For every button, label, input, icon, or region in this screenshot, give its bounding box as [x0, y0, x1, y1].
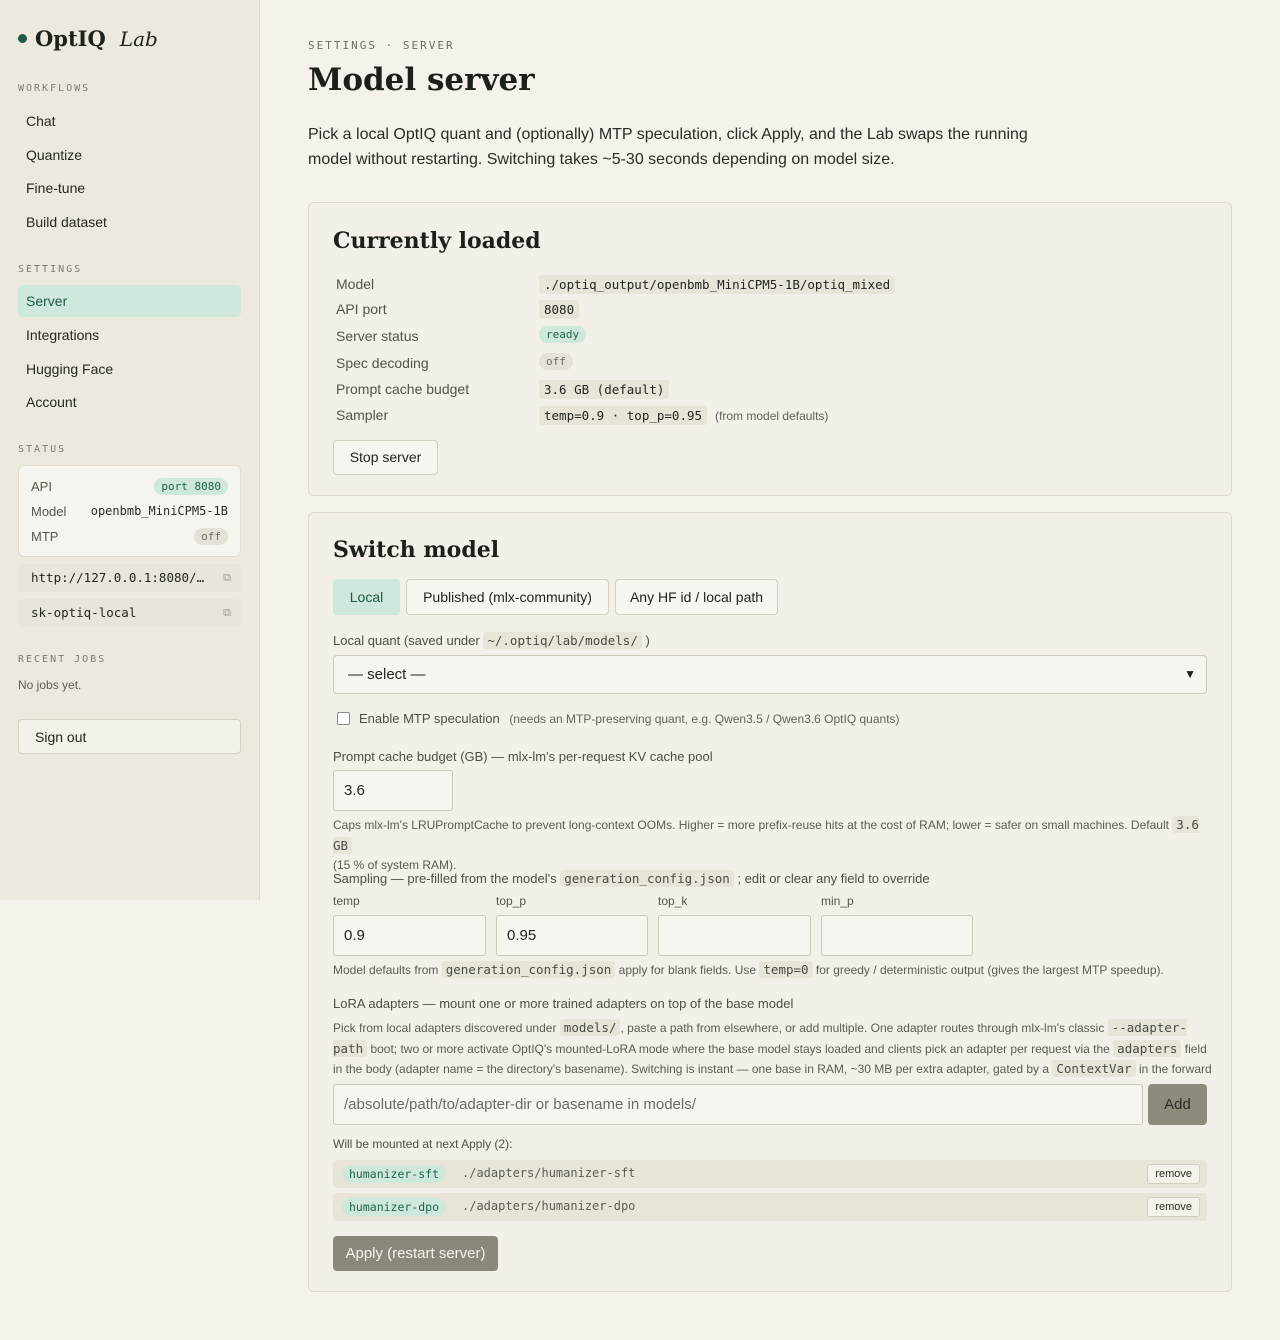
- loaded-model-value-wrap: [539, 275, 895, 294]
- tab-any-hf[interactable]: Any HF id / local path: [615, 579, 778, 615]
- status-section-label: STATUS: [18, 444, 67, 455]
- spec-decoding-badge: off: [539, 353, 573, 370]
- sign-out-button[interactable]: Sign out: [18, 719, 241, 754]
- lora-help-b: , paste a path from elsewhere, or add multiple. One adapter routes through mlx-lm's classic: [620, 1021, 1105, 1035]
- brand-logo[interactable]: [18, 26, 158, 51]
- local-quant-select-value: — select —: [348, 666, 426, 683]
- temp-label: temp: [333, 894, 360, 908]
- breadcrumb: SETTINGS · SERVER: [308, 39, 455, 52]
- loaded-status-label: Server status: [336, 328, 419, 344]
- endpoint-copy-box[interactable]: [18, 564, 241, 592]
- loaded-sampler-value-wrap: [539, 406, 828, 425]
- loaded-spec-value-wrap: [539, 353, 573, 370]
- sidebar-item-hugging-face[interactable]: Hugging Face: [26, 361, 114, 377]
- mtp-label: [359, 711, 900, 726]
- adapter-path: ./adapters/humanizer-dpo: [462, 1199, 636, 1213]
- loaded-port-value-wrap: [539, 300, 579, 319]
- switch-model-title: Switch model: [333, 537, 500, 563]
- workflows-section-label: WORKFLOWS: [18, 83, 91, 94]
- loaded-cache-value: 3.6 GB (default): [539, 380, 669, 399]
- cache-budget-help: [333, 815, 1213, 876]
- adapter-row: [333, 1160, 1207, 1188]
- sampling-label-text-1: Sampling — pre-filled from the model's: [333, 871, 557, 886]
- mtp-checkbox[interactable]: [337, 712, 350, 725]
- local-quant-path: ~/.optiq/lab/models/: [483, 632, 642, 649]
- min-p-input[interactable]: [821, 915, 973, 956]
- loaded-sampler-value: temp=0.9 · top_p=0.95: [539, 406, 707, 425]
- loaded-cache-label: Prompt cache budget: [336, 381, 470, 397]
- currently-loaded-title: Currently loaded: [333, 228, 541, 254]
- page-title: Model server: [308, 62, 535, 98]
- defaults-text-3: for greedy / deterministic output (gives the largest MTP speedup).: [815, 963, 1164, 977]
- cache-budget-label: Prompt cache budget (GB) — mlx-lm's per-request KV cache pool: [333, 749, 713, 764]
- apply-button[interactable]: Apply (restart server): [333, 1236, 498, 1271]
- recent-jobs-section-label: RECENT JOBS: [18, 654, 107, 665]
- remove-adapter-button[interactable]: remove: [1147, 1197, 1200, 1217]
- status-model-label: Model: [31, 503, 67, 519]
- defaults-text-1: Model defaults from: [333, 963, 439, 977]
- sidebar-item-account[interactable]: Account: [26, 394, 77, 410]
- status-card: [18, 465, 241, 557]
- local-quant-label-text: Local quant (saved under: [333, 633, 480, 648]
- status-mtp-label: MTP: [31, 528, 59, 544]
- status-api-row: [31, 476, 228, 496]
- loaded-spec-label: Spec decoding: [336, 355, 429, 371]
- sampling-label-text-2: ; edit or clear any field to override: [737, 871, 930, 886]
- switch-model-card: [308, 512, 1232, 1292]
- api-key-copy-box[interactable]: [18, 599, 241, 627]
- status-api-label: API: [31, 478, 52, 494]
- local-quant-label-close: ): [645, 633, 650, 648]
- loaded-status-value-wrap: [539, 326, 586, 343]
- local-quant-label: [333, 633, 650, 648]
- lora-help-a: Pick from local adapters discovered under: [333, 1021, 557, 1035]
- status-mtp-row: [31, 526, 228, 546]
- sampling-label-code: generation_config.json: [560, 870, 734, 887]
- local-quant-select[interactable]: [333, 655, 1207, 694]
- tab-local[interactable]: Local: [333, 579, 400, 615]
- sidebar-item-fine-tune[interactable]: Fine-tune: [26, 180, 86, 196]
- adapter-path-input[interactable]: /absolute/path/to/adapter-dir or basename in models/: [333, 1084, 1143, 1125]
- sampling-defaults-help: [333, 960, 1213, 981]
- loaded-sampler-label: Sampler: [336, 407, 389, 423]
- status-model-value: openbmb_MiniCPM5-1B: [90, 504, 228, 518]
- currently-loaded-card: [308, 202, 1232, 496]
- loaded-cache-value-wrap: [539, 380, 669, 399]
- defaults-code-2: temp=0: [759, 961, 812, 978]
- recent-jobs-empty: No jobs yet.: [18, 678, 82, 692]
- loaded-port-value: 8080: [539, 300, 579, 319]
- lora-help-d: field in the body (adapter name = the directory's basename). Switching is instant — one base in RAM, ~30 MB per extra adapter, gated by a: [333, 1041, 1207, 1076]
- defaults-text-2: apply for blank fields. Use: [618, 963, 757, 977]
- add-adapter-button[interactable]: Add: [1148, 1084, 1207, 1125]
- temp-input[interactable]: 0.9: [333, 915, 486, 956]
- api-key-value: sk-optiq-local: [31, 605, 137, 620]
- loaded-model-label: Model: [336, 276, 375, 292]
- lora-help-e: in the forward: [1138, 1062, 1212, 1076]
- top-k-input[interactable]: [658, 915, 811, 956]
- page-intro: Pick a local OptIQ quant and (optionally) MTP speculation, click Apply, and the Lab swaps the running model without restarting. Switching takes ~5-30 seconds depending on model size.: [308, 126, 1028, 168]
- cache-help-default: 3.6 GB: [333, 817, 1199, 853]
- lora-help-code-1: models/: [560, 1019, 621, 1036]
- mtp-note: (needs an MTP-preserving quant, e.g. Qwen3.5 / Qwen3.6 OptIQ quants): [509, 712, 900, 726]
- brand-suffix: Lab: [119, 26, 158, 51]
- cache-help-text-1: Caps mlx-lm's LRUPromptCache to prevent long-context OOMs. Higher = more prefix-reuse hits at the cost of RAM; lower = safer on small machines. Default: [333, 818, 1169, 832]
- loaded-port-label: API port: [336, 301, 387, 317]
- loaded-model-value: ./optiq_output/openbmb_MiniCPM5-1B/optiq_mixed: [539, 275, 895, 294]
- brand-name: OptIQ: [35, 26, 106, 51]
- mounted-label: Will be mounted at next Apply (2):: [333, 1137, 513, 1151]
- tab-published[interactable]: Published (mlx-community): [406, 579, 609, 615]
- cache-help-text-2: (15 % of system RAM).: [333, 858, 457, 872]
- lora-help-code-3: adapters: [1113, 1040, 1181, 1057]
- chevron-down-icon: ▼: [1184, 667, 1196, 681]
- brand-dot-icon: [18, 34, 27, 43]
- copy-icon[interactable]: ⧉: [223, 606, 231, 619]
- adapter-row: [333, 1193, 1207, 1221]
- endpoint-url: http://127.0.0.1:8080/…: [31, 570, 205, 585]
- cache-budget-input[interactable]: 3.6: [333, 770, 453, 811]
- adapter-name-badge: humanizer-dpo: [342, 1198, 446, 1216]
- lora-label: LoRA adapters — mount one or more trained adapters on top of the base model: [333, 996, 794, 1011]
- copy-icon[interactable]: ⧉: [223, 571, 231, 584]
- lora-help-code-4: ContextVar: [1052, 1060, 1135, 1077]
- sidebar-item-server[interactable]: Server: [18, 285, 241, 317]
- lora-help-code-2: --adapter-path: [333, 1020, 1187, 1056]
- server-status-badge: ready: [539, 326, 586, 343]
- top-p-input[interactable]: 0.95: [496, 915, 648, 956]
- min-p-label: min_p: [821, 894, 854, 908]
- settings-section-label: SETTINGS: [18, 264, 83, 275]
- defaults-code-1: generation_config.json: [442, 961, 616, 978]
- adapter-name-badge: humanizer-sft: [342, 1165, 446, 1183]
- top-p-label: top_p: [496, 894, 527, 908]
- remove-adapter-button[interactable]: remove: [1147, 1164, 1200, 1184]
- sampling-label: [333, 871, 930, 886]
- lora-help-c: boot; two or more activate OptIQ's mounted-LoRA mode where the base model stays loaded and clients pick an adapter per request via the: [370, 1041, 1110, 1056]
- adapter-path: ./adapters/humanizer-sft: [462, 1166, 636, 1180]
- sidebar: [0, 0, 260, 900]
- loaded-sampler-note: (from model defaults): [715, 408, 829, 423]
- sidebar-item-chat[interactable]: Chat: [26, 113, 56, 129]
- status-model-row: [31, 501, 228, 521]
- status-mtp-badge: off: [194, 528, 228, 545]
- mtp-label-text: Enable MTP speculation: [359, 711, 500, 726]
- status-api-badge: port 8080: [154, 478, 228, 495]
- sidebar-item-build-dataset[interactable]: Build dataset: [26, 214, 107, 230]
- sidebar-item-quantize[interactable]: Quantize: [26, 147, 83, 163]
- stop-server-button[interactable]: Stop server: [333, 440, 438, 475]
- sidebar-item-integrations[interactable]: Integrations: [26, 327, 100, 343]
- top-k-label: top_k: [658, 894, 688, 908]
